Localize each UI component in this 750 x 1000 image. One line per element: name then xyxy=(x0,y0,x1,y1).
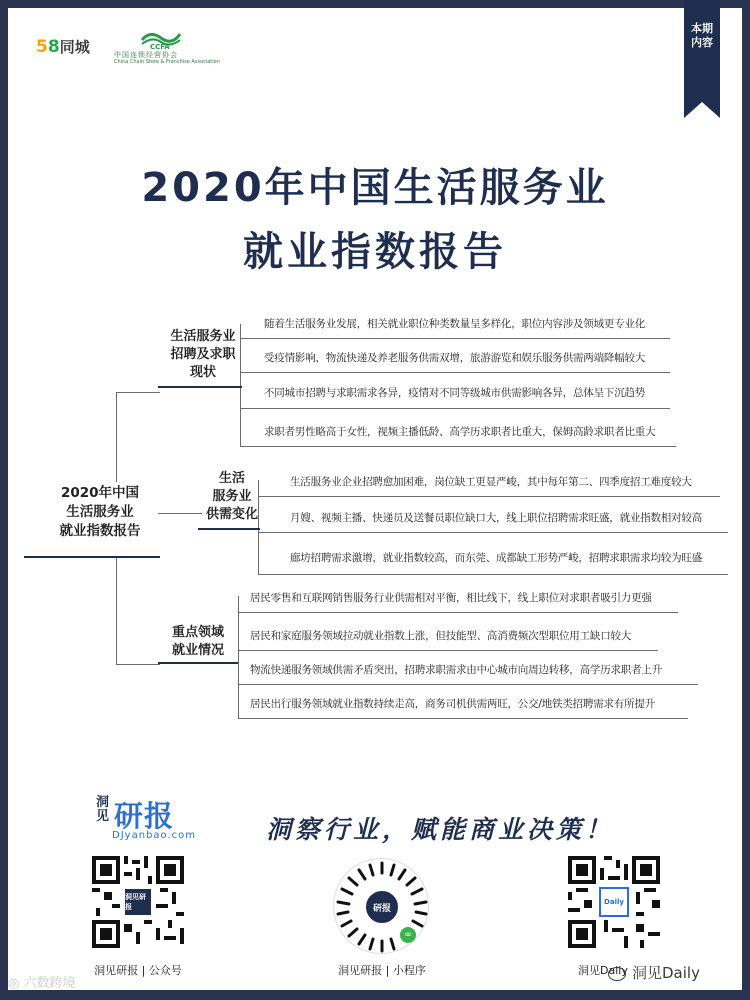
report-title-line2: 就业指数报告 xyxy=(243,229,507,275)
ribbon-line2: 内容 xyxy=(691,36,713,49)
branch1-line2: 招聘及求职 xyxy=(170,347,236,362)
ccfa-name-en: China Chain Store & Franchise Association xyxy=(114,59,220,65)
ccfa-name-cn: 中国连锁经营协会 xyxy=(114,51,178,59)
item-underline xyxy=(240,446,676,447)
brand-url: DJyanbao.com xyxy=(112,830,196,841)
qr1-caption: 洞见研报 | 公众号 xyxy=(94,964,182,977)
branch1-line1: 生活服务业 xyxy=(170,329,236,344)
brand-vertical-text: 洞见 xyxy=(96,795,110,824)
connector xyxy=(238,596,239,718)
issue-ribbon xyxy=(684,0,720,118)
ribbon-line1: 本期 xyxy=(691,22,713,35)
branch2-line2: 服务业 xyxy=(212,489,252,504)
branch-supply-demand xyxy=(194,470,270,524)
ccfa-mark-text: CCFA xyxy=(150,43,170,51)
root-line1: 2020年中国 xyxy=(60,485,140,501)
root-line3: 就业指数报告 xyxy=(59,523,141,539)
finding-item: 居民和家庭服务领域拉动就业指数上涨，但技能型、高消费频次型职位用工缺口较大 xyxy=(250,630,632,642)
branch-recruitment-status xyxy=(158,328,248,382)
connector xyxy=(116,558,117,664)
report-title-line1: 2020年中国生活服务业 xyxy=(141,165,609,211)
ribbon-shape xyxy=(684,0,720,118)
item-underline xyxy=(240,338,670,339)
root-line2: 生活服务业 xyxy=(66,504,134,520)
item-underline xyxy=(238,612,678,613)
mindmap-root xyxy=(32,484,168,541)
qr-code-daily[interactable] xyxy=(568,856,660,948)
brand-name: 研报 xyxy=(114,799,175,833)
finding-item: 廊坊招聘需求激增，就业指数较高，而东莞、成都缺工形势严峻，招聘求职需求均较为旺盛 xyxy=(290,552,702,564)
ribbon-text xyxy=(684,22,720,50)
item-underline xyxy=(238,718,688,719)
watermark-right xyxy=(608,962,700,983)
qr3-caption: 洞见Daily xyxy=(578,964,628,977)
branch2-line1: 生活 xyxy=(218,471,245,486)
watermark-left: ◎ 六数跨境 xyxy=(8,976,76,991)
branch3-underline xyxy=(158,662,238,664)
finding-item: 物流快递服务领域供需矛盾突出，招聘求职需求由中心城市向周边转移，高学历求职者上升 xyxy=(250,664,662,676)
connector xyxy=(116,392,160,393)
finding-item: 随着生活服务业发展，相关就业职位种类数量呈多样化，职位内容涉及领域更专业化 xyxy=(264,318,646,330)
branch3-line1: 重点领域 xyxy=(171,625,224,640)
branch1-underline xyxy=(158,386,242,388)
item-underline xyxy=(258,574,728,575)
finding-item: 生活服务业企业招聘愈加困难，岗位缺工更显严峻，其中每年第二、四季度招工难度较大 xyxy=(290,476,692,488)
item-underline xyxy=(258,496,720,497)
finding-item: 月嫂、视频主播、快递员及送餐员职位缺口大，线上职位招聘需求旺盛，就业指数相对较高 xyxy=(290,512,702,524)
logo-58-text: 同城 xyxy=(59,38,90,56)
finding-item: 居民出行服务领域就业指数持续走高，商务司机供需两旺，公交/地铁类招聘需求有所提升 xyxy=(250,698,656,710)
connector xyxy=(116,392,117,482)
wechat-mini-program-icon: ∞ xyxy=(400,927,416,943)
qr1-center-logo: 洞见研报 xyxy=(123,887,153,917)
ccfa-emblem-icon xyxy=(140,28,182,50)
root-underline xyxy=(24,556,160,558)
connector xyxy=(116,664,160,665)
item-underline xyxy=(240,408,670,409)
item-underline xyxy=(240,372,670,373)
watermark-right-text: 洞见Daily xyxy=(632,964,700,982)
djyanbao-brand xyxy=(96,794,206,846)
58-logo xyxy=(36,36,90,57)
qr2-caption: 洞见研报 | 小程序 xyxy=(338,964,426,977)
ccfa-logo xyxy=(108,28,218,68)
item-underline xyxy=(258,532,728,533)
wechat-icon xyxy=(608,967,626,981)
item-underline xyxy=(238,684,698,685)
branch3-line2: 就业情况 xyxy=(171,643,224,658)
branch1-line3: 现状 xyxy=(189,365,216,380)
finding-item: 受疫情影响，物流快递及养老服务供需双增，旅游游览和娱乐服务供需两端降幅较大 xyxy=(264,352,646,364)
slogan: 洞察行业，赋能商业决策！ xyxy=(266,815,615,844)
qr-code-official-account[interactable] xyxy=(92,856,184,948)
logo-5: 5 xyxy=(36,37,48,57)
finding-item: 求职者男性略高于女性，视频主播低龄、高学历求职者比重大，保姆高龄求职者比重大 xyxy=(264,426,656,438)
report-cover xyxy=(8,8,742,990)
finding-item: 不同城市招聘与求职需求各异，疫情对不同等级城市供需影响各异，总体呈下沉趋势 xyxy=(264,387,646,399)
branch2-underline xyxy=(198,528,260,530)
finding-item: 居民零售和互联网销售服务行业供需相对平衡，相比线下，线上职位对求职者吸引力更强 xyxy=(250,592,652,604)
branch-key-areas xyxy=(158,624,238,660)
qr3-center-logo: Daily xyxy=(599,887,629,917)
branch2-line3: 供需变化 xyxy=(205,507,258,522)
mini-program-code[interactable] xyxy=(333,858,429,954)
mini-program-center-logo: 研报 xyxy=(364,889,400,925)
logo-8: 8 xyxy=(47,37,60,57)
item-underline xyxy=(238,650,658,651)
